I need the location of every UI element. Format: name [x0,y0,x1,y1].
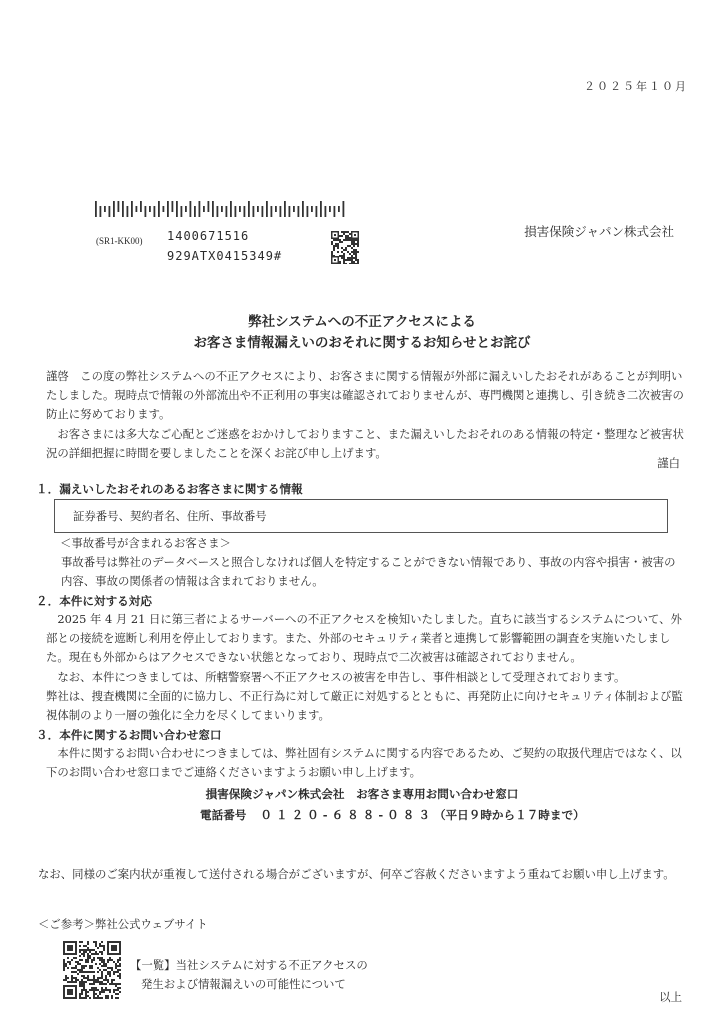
contact-name: 損害保険ジャパン株式会社 お客さま専用お問い合わせ窓口 [205,787,519,801]
leaked-info-box [54,499,668,533]
document-date: ２０２５年１０月 [584,80,688,93]
section-3-heading: ３．本件に関するお問い合わせ窓口 [36,728,222,742]
phone-label: 電話番号 [200,808,247,822]
reference-label: ＜ご参考＞弊社公式ウェブサイト [38,917,208,931]
section-1-body [61,534,681,592]
section-1-text: 事故番号は弊社のデータベースと照合しなければ個人を特定することができない情報であり、事故の内容や損害・被害の内容、事故の関係者の情報は含まれておりません。 [61,555,676,589]
section-3-text: 本件に関するお問い合わせにつきましては、弊社固有システムに関する内容であるため、ご契約の取扱代理店ではなく、以下のお問い合わせ窓口までご連絡くださいますようお願い申し上げます。 [46,746,682,780]
sender-company: 損害保険ジャパン株式会社 [524,224,674,239]
customer-number: 1400671516 [167,229,250,243]
section-1-heading: １．漏えいしたおそれのあるお客さまに関する情報 [36,482,303,496]
website-qr-code[interactable] [63,941,121,999]
closing-salutation: 謹白 [657,456,680,470]
section-2-heading: ２．本件に対する対応 [36,594,152,608]
document-title [0,312,724,354]
intro-section [46,367,686,463]
duplicate-notice: なお、同様のご案内状が重複して送付される場合がございますが、何卒ご容赦くださいますよう重ねてお願い申し上げます。 [38,867,675,881]
tracking-number: 929ATX0415349# [167,249,283,263]
section-1-subheading: ＜事故番号が含まれるお客さま＞ [60,536,231,550]
reference-code: (SR1-KK00) [96,236,143,246]
postal-barcode [95,201,350,217]
section-2-paragraph-3: 弊社は、捜査機関に全面的に協力し、不正行為に対して厳正に対処するとともに、再発防止に向けセキュリティ体制および監視体制のより一層の強化に全力を尽くしてまいります。 [46,688,683,723]
section-2-body [46,610,691,725]
section-2-paragraph-1: 2025 年 4 月 21 日に第三者によるサーバーへの不正アクセスを検知いたしました。直ちに該当するシステムについて、外部との接続を遮断し利用を停止しております。また、外部のセキュリティ業者と連携して影響範囲の調査を実施いたしました。現在も外部からはアクセスできない状態となっており、現時点で二次被害は確認されておりません。 [46,612,682,665]
phone-number[interactable]: ０１２０-６８８-０８３ [260,808,434,822]
intro-paragraph-2: お客さまには多大なご心配とご迷惑をおかけしておりますこと、また漏えいしたおそれのある情報の特定・整理など被害状況の詳細把握に時間を要しましたことを深くお詫び申し上げます。 [46,426,684,460]
website-link-text[interactable] [130,956,368,994]
title-line-1: 弊社システムへの不正アクセスによる [248,314,476,330]
leaked-info-list: 証券番号、契約者名、住所、事故番号 [73,509,267,523]
small-qr-code [331,231,359,264]
phone-hours: （平日９時から１７時まで） [433,808,585,822]
section-2-paragraph-2: なお、本件につきましては、所轄警察署へ不正アクセスの被害を申告し、事件相談として受理されております。 [57,669,626,684]
link-line-1: 【一覧】当社システムに対する不正アクセスの [130,958,368,972]
link-line-2: 発生および情報漏えいの可能性について [141,977,346,991]
title-line-2: お客さま情報漏えいのおそれに関するお知らせとお詫び [193,335,531,351]
intro-paragraph-1: 謹啓 この度の弊社システムへの不正アクセスにより、お客さまに関する情報が外部に漏えいしたおそれがあることが判明いたしました。現時点で情報の外部流出や不正利用の事実は確認されておりませんが、専門機関と連携し、引き続き二次被害の防止に努めております。 [46,369,684,422]
contact-phone-line [200,807,585,823]
end-mark: 以上 [659,990,682,1004]
